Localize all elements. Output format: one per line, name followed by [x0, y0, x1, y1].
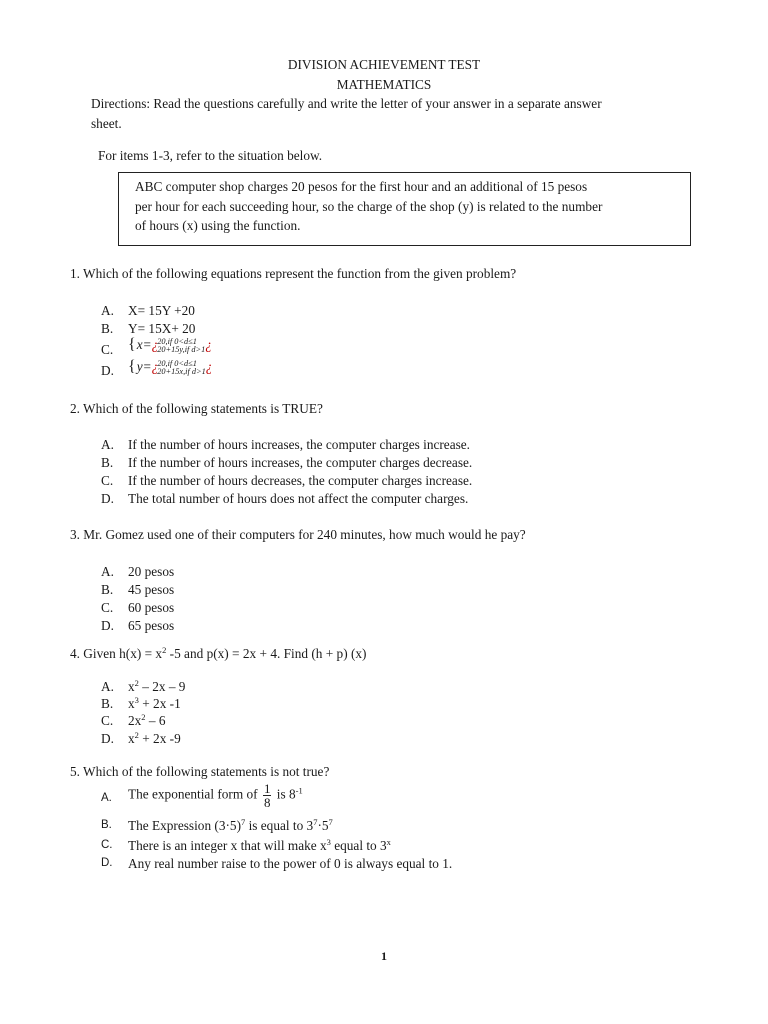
- fraction: $\frac{1}{8}$: [263, 781, 271, 810]
- option-text: There is an integer x that will make $x^3$ equal to 3$^x$: [128, 837, 391, 853]
- option-text: $2x^2 - 6$: [128, 712, 166, 728]
- piecewise-equation: {x=¿ 20,if 0<d≤1 20+15y,if d>1 ¿: [128, 336, 212, 354]
- option-letter: D.: [101, 618, 114, 633]
- directions-line-1: Directions: Read the questions carefully and write the letter of your answer in a separate answer: [91, 96, 602, 111]
- option-letter: A.: [101, 303, 114, 318]
- question-1-stem: 1. Which of the following equations represent the function from the given problem?: [70, 266, 517, 281]
- directions-line-2: sheet.: [91, 116, 122, 131]
- option-text: 20 pesos: [128, 564, 175, 579]
- option-letter: D.: [101, 491, 114, 506]
- option-letter: B.: [101, 321, 114, 336]
- option-text: Y= 15X+ 20: [128, 321, 196, 336]
- option-text: If the number of hours increases, the computer charges decrease.: [128, 455, 473, 470]
- situation-line-2: per hour for each succeeding hour, so the charge of the shop (y) is related to the number: [135, 199, 603, 214]
- option-letter: D.: [101, 857, 113, 869]
- option-letter: C.: [101, 342, 114, 357]
- option-letter: C.: [101, 713, 114, 728]
- option-letter: C.: [101, 600, 114, 615]
- option-letter: D.: [101, 363, 114, 378]
- test-subject: MATHEMATICS: [336, 77, 432, 92]
- option-text: If the number of hours decreases, the computer charges increase.: [128, 473, 473, 488]
- situation-line-3: of hours (x) using the function.: [135, 218, 301, 233]
- option-text: The total number of hours does not affect the computer charges.: [128, 491, 469, 506]
- option-text: 60 pesos: [128, 600, 175, 615]
- question-5-stem: 5. Which of the following statements is not true?: [70, 764, 330, 779]
- page-number: 1: [381, 949, 387, 963]
- option-letter: B.: [101, 696, 114, 711]
- situation-line-1: ABC computer shop charges 20 pesos for the first hour and an additional of 15 pesos: [135, 179, 588, 194]
- option-text: Any real number raise to the power of 0 is always equal to 1.: [128, 856, 453, 871]
- situation-box: [118, 172, 691, 246]
- piecewise-equation: {y=¿ 20,if 0<d≤1 20+15x,if d>1 ¿: [128, 358, 213, 376]
- option-text: 45 pesos: [128, 582, 175, 597]
- option-text: 65 pesos: [128, 618, 175, 633]
- option-letter: B.: [101, 819, 112, 831]
- option-text: If the number of hours increases, the computer charges increase.: [128, 437, 471, 452]
- option-letter: A.: [101, 564, 114, 579]
- option-letter: D.: [101, 731, 114, 746]
- option-text: The Expression $(3\cdot 5)^7$ is equal to $3^7\cdot 5^7$: [128, 817, 333, 833]
- test-title: DIVISION ACHIEVEMENT TEST: [287, 57, 481, 72]
- option-letter: C.: [101, 473, 114, 488]
- option-text: $x^2 - 2x - 9$: [128, 678, 186, 694]
- option-text: $x^3 + 2x$ -1: [128, 695, 181, 711]
- option-letter: B.: [101, 455, 114, 470]
- option-text: X= 15Y +20: [128, 303, 195, 318]
- option-letter: A.: [101, 437, 114, 452]
- option-text: $x^2 + 2x$ -9: [128, 730, 181, 746]
- option-text: The exponential form of $\frac{1}{8}$ is $8^{-1}$: [128, 781, 303, 810]
- option-letter: C.: [101, 839, 113, 851]
- question-2-stem: 2. Which of the following statements is TRUE?: [70, 401, 323, 416]
- situation-intro: For items 1-3, refer to the situation below.: [98, 148, 323, 163]
- option-letter: A.: [101, 792, 112, 804]
- option-letter: A.: [101, 679, 114, 694]
- question-3-stem: 3. Mr. Gomez used one of their computers for 240 minutes, how much would he pay?: [70, 527, 526, 542]
- option-letter: B.: [101, 582, 114, 597]
- question-4-stem: 4. Given $h(x) = x^2$ -5 and p(x) = 2x + 4. Find (h + p) (x): [70, 645, 367, 661]
